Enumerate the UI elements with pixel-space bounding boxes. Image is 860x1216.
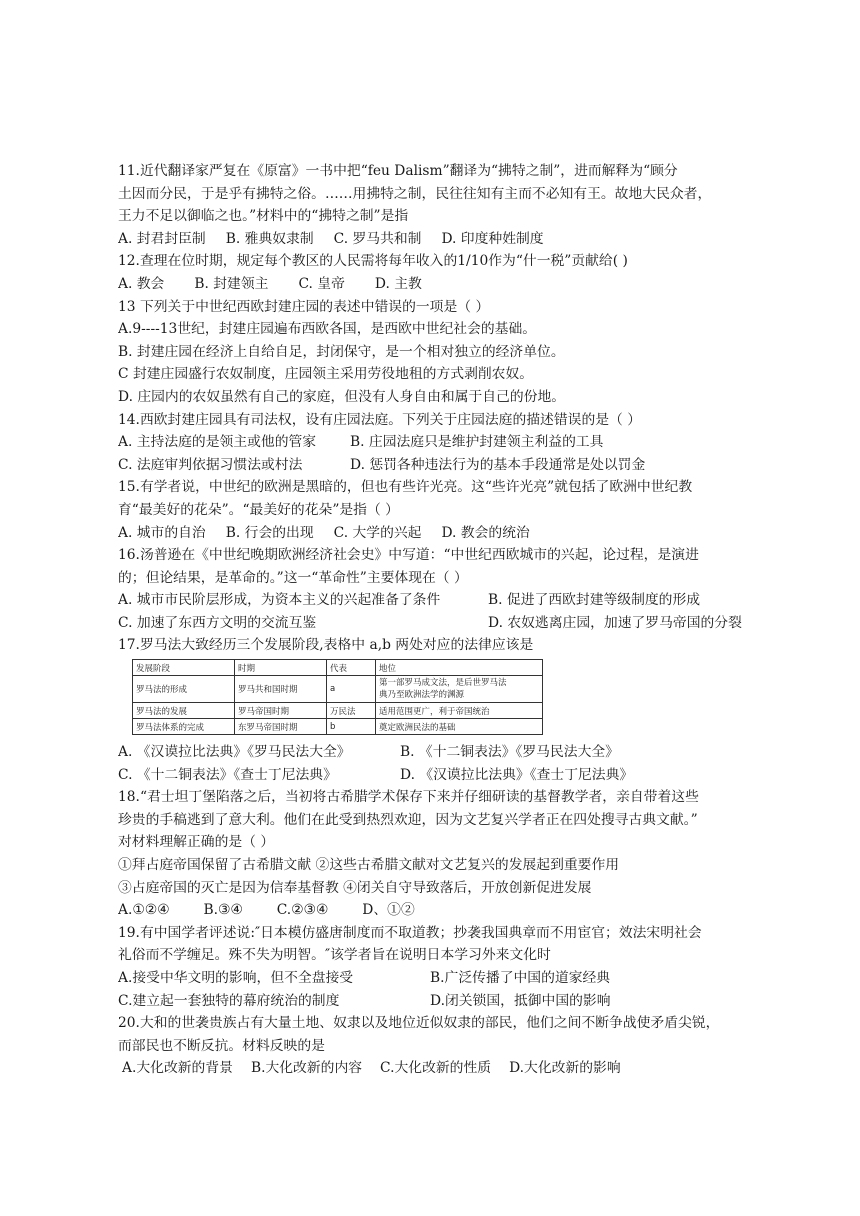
question-19 (118, 922, 748, 1012)
option-c: C. 加速了东西方文明的交流互鉴 (118, 614, 317, 631)
question-20-stem-line-2: 而部民也不断反抗。材料反映的是 (118, 1037, 325, 1054)
option-b: B. 庄园法庭只是维护封建领主利益的工具 (350, 434, 604, 451)
question-list (118, 160, 748, 1080)
question-18-statements-2: ③占庭帝国的灭亡是因为信奉基督教 ④闭关自守导致落后，开放创新促进发展 (118, 879, 592, 896)
question-15 (118, 476, 748, 544)
question-20-stem-line-1: 20.大和的世袭贵族占有大量土地、奴隶以及地位近似奴隶的部民，他们之间不断争战使矛盾尖锐， (118, 1015, 720, 1032)
table-row (133, 676, 543, 703)
question-16-stem-line-1: 16.汤普逊在《中世纪晚期欧洲经济社会史》中写道：“中世纪西欧城市的兴起，论过程，是演进 (118, 547, 699, 564)
question-15-stem-line-2: 育“最美好的花朵”。“最美好的花朵”是指（ ） (118, 501, 399, 518)
option-b: B.③④ (203, 902, 243, 919)
option-b: B.广泛传播了中国的道家经典 (430, 970, 611, 986)
table-header: 代表 (327, 660, 376, 676)
question-17-stem: 17.罗马法大致经历三个发展阶段,表格中 a,b 两处对应的法律应该是 (118, 637, 534, 654)
option-a: A.大化改新的背景 (122, 1060, 233, 1077)
table-cell-line: 第一部罗马成文法，是后世罗马法 (379, 678, 507, 689)
table-cell: 罗马法体系的完成 (133, 719, 235, 735)
table-cell-line: 典乃至欧洲法学的渊源 (379, 690, 465, 701)
table-row (133, 703, 543, 719)
question-12 (118, 250, 748, 295)
question-19-options-cd (118, 990, 748, 1013)
option-b: B. 《十二铜表法》《罗马民法大全》 (400, 744, 619, 761)
question-19-stem-line-2: 礼俗而不学缠足。殊不失为明智。″该学者旨在说明日本学习外来文化时 (118, 947, 551, 964)
question-11-stem-line-1: 11.近代翻译家严复在《原富》一书中把“feu Dalism”翻译为“拂特之制”，进而解释为“顾分 (118, 163, 678, 179)
table-cell: 罗马法的发展 (133, 703, 235, 719)
option-c: C 封建庄园盛行农奴制度，庄园领主采用劳役地租的方式剥削农奴。 (118, 366, 534, 383)
question-17-options-ab (118, 741, 748, 764)
question-16 (118, 544, 748, 634)
table-cell: 罗马帝国时期 (235, 703, 327, 719)
question-11-stem-line-2: 土因而分民，于是乎有拂特之俗。……用拂特之制，民往往知有主而不必知有王。故地大民众者， (118, 185, 712, 202)
table-header: 地位 (376, 660, 543, 676)
option-b: B. 行会的出现 (225, 524, 314, 541)
question-13-stem: 13 下列关于中世纪西欧封建庄园的表述中错误的一项是（ ） (118, 298, 490, 315)
option-a: A. 城市市民阶层形成，为资本主义的兴起准备了条件 (118, 592, 441, 609)
question-15-stem-line-1: 15.有学者说，中世纪的欧洲是黑暗的，但也有些许光亮。这“些许光亮”就包括了欧洲中世纪教 (118, 479, 693, 496)
option-d: D. 教会的统治 (441, 524, 530, 541)
table-row (133, 719, 543, 735)
question-14-stem: 14.西欧封建庄园具有司法权，设有庄园法庭。下列关于庄园法庭的描述错误的是（ ） (118, 411, 642, 428)
question-11 (118, 160, 748, 250)
table-cell: 万民法 (327, 703, 376, 719)
option-a: A. 《汉谟拉比法典》《罗马民法大全》 (118, 744, 351, 761)
table-cell: 东罗马帝国时期 (235, 719, 327, 735)
option-d: D. 农奴逃离庄园，加速了罗马帝国的分裂 (488, 614, 742, 631)
question-18-statements-1: ①拜占庭帝国保留了古希腊文献 ②这些古希腊文献对文艺复兴的发展起到重要作用 (118, 857, 620, 874)
option-c: C.建立起一套独特的幕府统治的制度 (118, 992, 340, 1009)
option-c: C. 罗马共和制 (333, 230, 422, 247)
table-cell: 适用范围更广，利于帝国统治 (376, 703, 543, 719)
question-11-options (118, 228, 748, 251)
question-18-options (118, 899, 748, 922)
option-c: C. 大学的兴起 (333, 524, 422, 541)
question-19-options-ab (118, 967, 748, 990)
option-b: B. 封建领主 (194, 275, 269, 292)
table-header: 发展阶段 (133, 660, 235, 676)
question-18 (118, 786, 748, 922)
question-20 (118, 1012, 748, 1080)
question-17 (118, 634, 748, 786)
option-d: D.闭关锁国，抵御中国的影响 (430, 992, 611, 1009)
option-d: D. 印度种姓制度 (441, 230, 544, 247)
roman-law-table (132, 659, 543, 735)
option-a: A.9----13世纪，封建庄园遍布西欧各国，是西欧中世纪社会的基础。 (118, 321, 537, 338)
table-cell: 罗马共和国时期 (235, 676, 327, 703)
option-b: B. 促进了西欧封建等级制度的形成 (488, 592, 701, 609)
option-b: B. 封建庄园在经济上自给自足，封闭保守，是一个相对独立的经济单位。 (118, 343, 565, 360)
question-14-options-cd (118, 454, 748, 477)
question-15-options (118, 522, 748, 545)
option-d: D.大化改新的影响 (509, 1060, 621, 1077)
option-c: C.②③④ (276, 902, 329, 919)
question-11-stem-line-3: 王力不足以御临之也。”材料中的“拂特之制”是指 (118, 208, 409, 225)
option-b: B.大化改新的内容 (250, 1060, 363, 1077)
table-cell: a (327, 676, 376, 703)
option-b: B. 雅典奴隶制 (225, 230, 314, 247)
option-a: A.①②④ (118, 902, 170, 919)
table-cell: 奠定欧洲民法的基础 (376, 719, 543, 735)
table-header: 时期 (235, 660, 327, 676)
question-18-stem-line-2: 珍贵的手稿逃到了意大利。他们在此受到热烈欢迎，因为文艺复兴学者正在四处搜寻古典文献。” (118, 811, 698, 828)
option-c: C. 法庭审判依据习惯法或村法 (118, 456, 303, 473)
option-c: C.大化改新的性质 (380, 1060, 492, 1077)
question-16-stem-line-2: 的；但论结果，是革命的。”这一“革命性”主要体现在（ ） (118, 569, 468, 586)
question-14 (118, 409, 748, 477)
option-c: C. 皇帝 (298, 275, 345, 292)
table-header-row (133, 660, 543, 676)
option-d: D. 惩罚各种违法行为的基本手段通常是处以罚金 (350, 456, 646, 473)
question-16-options-ab (118, 589, 748, 612)
question-16-options-cd (118, 612, 748, 635)
option-d: D. 《汉谟拉比法典》《查士丁尼法典》 (400, 766, 634, 783)
table-cell: 罗马法的形成 (133, 676, 235, 703)
question-18-stem-line-3: 对材料理解正确的是（ ） (118, 834, 275, 851)
question-14-options-ab (118, 431, 748, 454)
question-20-options (118, 1057, 748, 1080)
option-a: A.接受中华文明的影响，但不全盘接受 (118, 970, 354, 986)
option-a: A. 城市的自治 (118, 524, 206, 541)
table-cell (376, 676, 543, 703)
option-c: C. 《十二铜表法》《查士丁尼法典》 (118, 766, 337, 783)
question-17-options-cd (118, 764, 748, 787)
option-d: D、①② (362, 902, 415, 919)
option-a: A. 教会 (118, 275, 165, 292)
question-12-options (118, 273, 748, 296)
question-12-stem: 12.查理在位时期，规定每个教区的人民需将每年收入的1/10作为“什一税”贡献给( ) (118, 253, 628, 270)
question-18-stem-line-1: 18.“君士坦丁堡陷落之后，当初将古希腊学术保存下来并仔细研读的基督教学者，亲自带着这些 (118, 789, 699, 806)
option-a: A. 主持法庭的是领主或他的管家 (118, 434, 317, 451)
question-19-stem-line-1: 19.有中国学者评述说:″日本模仿盛唐制度而不取道教；抄袭我国典章而不用宦官；效法宋明社会 (118, 924, 702, 941)
table-cell: b (327, 719, 376, 735)
option-a: A. 封君封臣制 (118, 230, 206, 247)
question-13 (118, 296, 748, 409)
option-d: D. 主教 (374, 275, 422, 292)
option-d: D. 庄园内的农奴虽然有自己的家庭，但没有人身自由和属于自己的份地。 (118, 388, 566, 405)
